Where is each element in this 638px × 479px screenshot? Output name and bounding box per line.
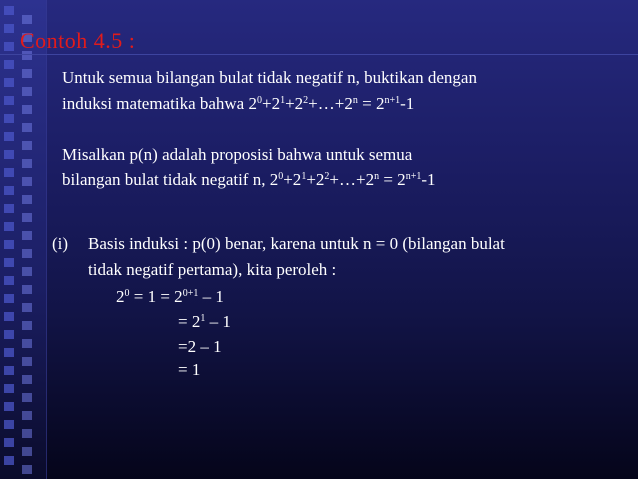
decorative-square: [4, 456, 14, 465]
intro-line-1: Untuk semua bilangan bulat tidak negatif n, buktikan dengan: [62, 68, 477, 87]
decorative-square: [22, 375, 32, 384]
decorative-square: [22, 411, 32, 420]
decorative-square: [4, 6, 14, 15]
decorative-square: [4, 168, 14, 177]
decorative-square: [22, 15, 32, 24]
decorative-square: [22, 159, 32, 168]
decorative-square: [4, 132, 14, 141]
decorative-square: [4, 276, 14, 285]
slide-title: Contoh 4.5 :: [20, 28, 136, 53]
decorative-square: [4, 222, 14, 231]
decorative-square: [4, 366, 14, 375]
decorative-square: [4, 258, 14, 267]
equation-line-4: = 1: [178, 360, 201, 379]
proposition-line-1: Misalkan p(n) adalah proposisi bahwa untuk semua: [62, 145, 413, 164]
decorative-square: [4, 294, 14, 303]
decorative-square: [4, 114, 14, 123]
decorative-square: [4, 240, 14, 249]
decorative-square: [4, 384, 14, 393]
decorative-square: [4, 330, 14, 339]
basis-line-2: tidak negatif pertama), kita peroleh :: [88, 260, 337, 279]
decorative-square: [22, 285, 32, 294]
decorative-square: [4, 60, 14, 69]
decorative-square: [22, 87, 32, 96]
decorative-square: [4, 204, 14, 213]
vertical-divider: [46, 0, 47, 479]
basis-marker: (i): [52, 234, 69, 253]
equation-line-3: =2 – 1: [178, 337, 222, 356]
decorative-square: [22, 447, 32, 456]
decorative-square: [22, 69, 32, 78]
decorative-square: [4, 438, 14, 447]
decorative-square: [22, 393, 32, 402]
title-rule: [0, 54, 638, 55]
decorative-square: [22, 105, 32, 114]
decorative-square: [22, 141, 32, 150]
decorative-square: [4, 420, 14, 429]
decorative-square: [22, 267, 32, 276]
decorative-square: [22, 303, 32, 312]
decorative-square: [4, 96, 14, 105]
decorative-square: [22, 249, 32, 258]
decorative-square: [4, 150, 14, 159]
equation-line-2: = $2^1 - 1$: [178, 312, 231, 331]
decorative-square: [4, 186, 14, 195]
decorative-square: [22, 213, 32, 222]
basis-line-1: Basis induksi : p(0) benar, karena untuk n = 0 (bilangan bulat: [88, 234, 505, 253]
decorative-square: [4, 402, 14, 411]
decorative-square: [22, 177, 32, 186]
intro-line-2: induksi matematika bahwa $2^0+2^1+2^2+\dots+2^n = 2^{n+1}-1$: [62, 94, 415, 113]
proposition-line-2: bilangan bulat tidak negatif n, $2^0+2^1+2^2+\dots+2^n = 2^{n+1}-1$: [62, 170, 436, 189]
decorative-square: [4, 42, 14, 51]
decorative-square: [22, 231, 32, 240]
decorative-square: [22, 429, 32, 438]
decorative-square: [22, 465, 32, 474]
equation-line-1: $2^0 = 1 = 2^{0+1} - 1$: [116, 287, 224, 306]
decorative-square: [4, 348, 14, 357]
decorative-square: [22, 339, 32, 348]
decorative-square: [4, 24, 14, 33]
decorative-square: [22, 321, 32, 330]
decorative-square: [22, 195, 32, 204]
decorative-square: [4, 78, 14, 87]
decorative-square: [22, 357, 32, 366]
decorative-square: [22, 123, 32, 132]
decorative-square: [4, 312, 14, 321]
